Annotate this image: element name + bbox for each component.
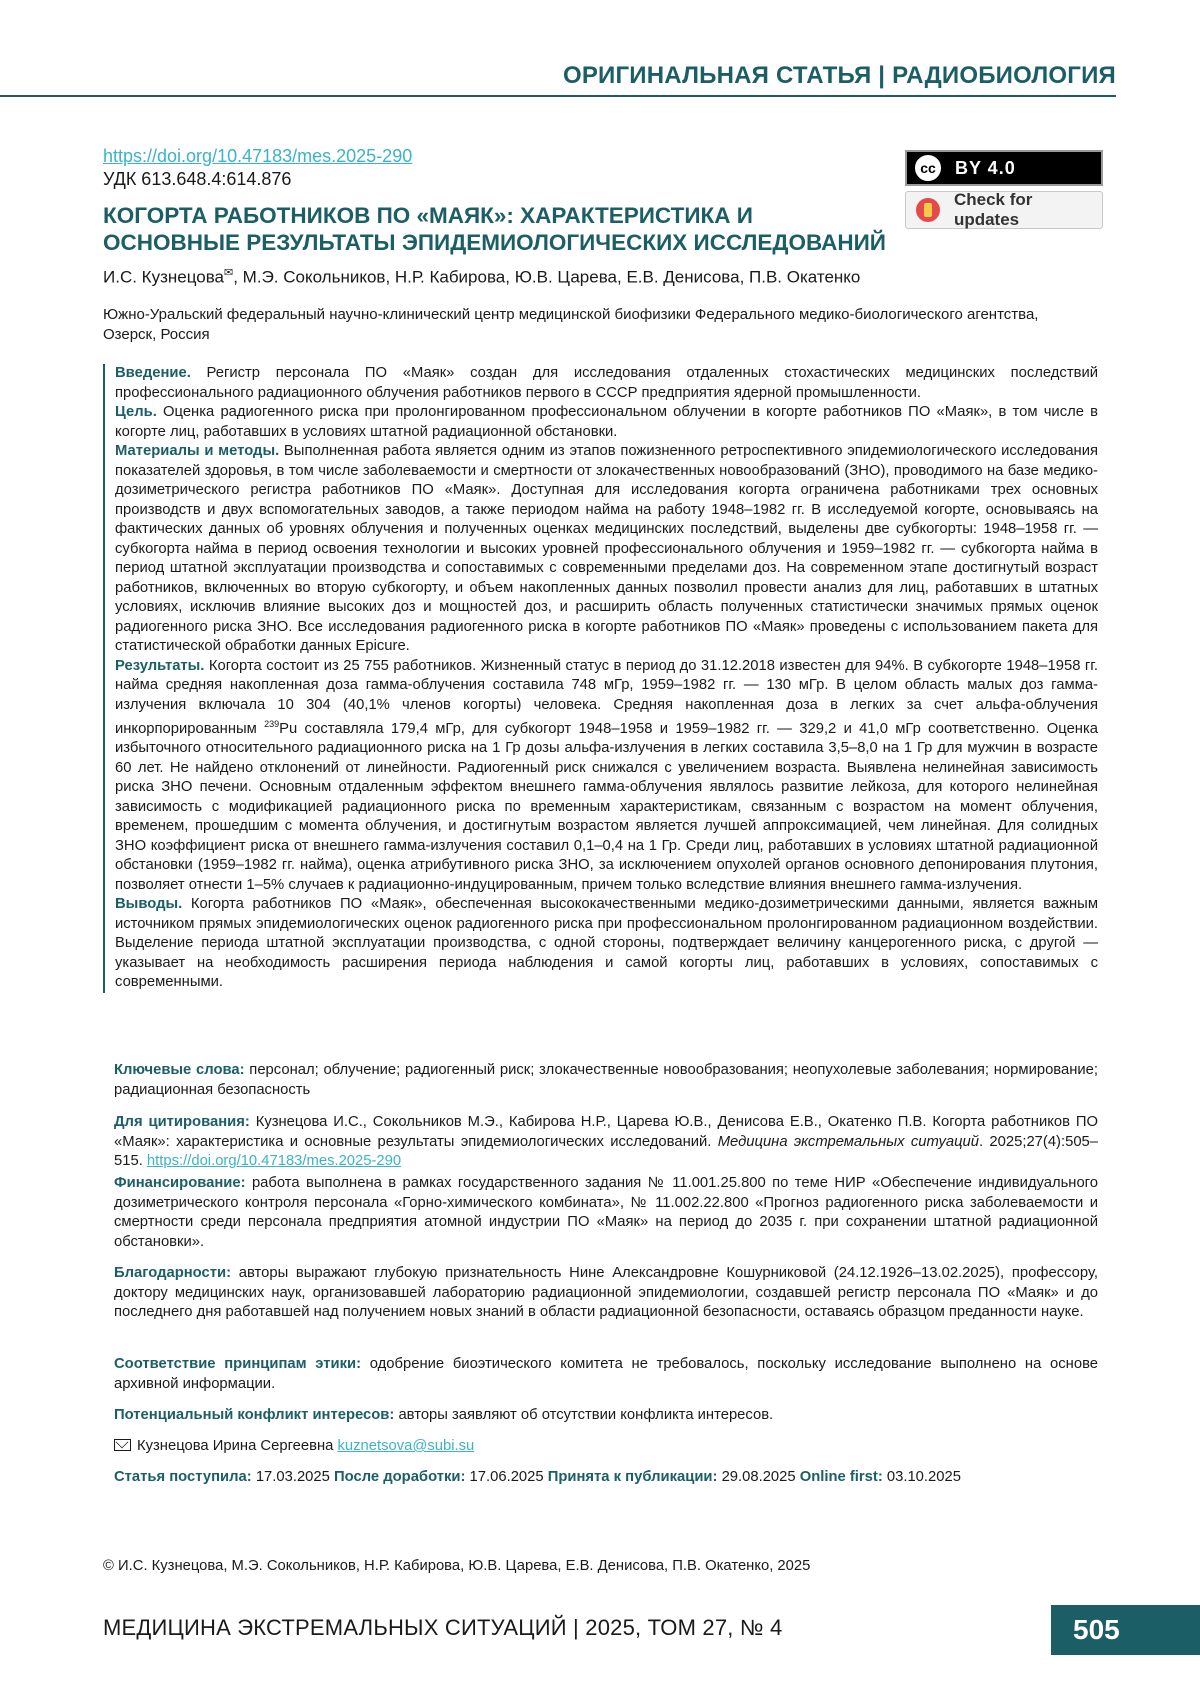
abstract-introduction: Введение. Регистр персонала ПО «Маяк» создан для исследования отдаленных стохастических медицинских последствий профессионального радиационного облучения работников первого в СССР предприятия ядерной промышленности. [115, 365, 1098, 401]
check-for-updates-button[interactable] [905, 191, 1103, 229]
abstract [103, 364, 1098, 993]
journal-footer: МЕДИЦИНА ЭКСТРЕМАЛЬНЫХ СИТУАЦИЙ | 2025, ТОМ 27, № 4 [103, 1615, 783, 1640]
article-title: КОГОРТА РАБОТНИКОВ ПО «МАЯК»: ХАРАКТЕРИСТИКА И ОСНОВНЫЕ РЕЗУЛЬТАТЫ ЭПИДЕМИОЛОГИЧЕСКИХ ИССЛЕДОВАНИЙ [103, 203, 886, 255]
page-number: 505 [1051, 1605, 1200, 1655]
ethics-statement: Соответствие принципам этики: одобрение биоэтического комитета не требовалось, поскольку исследование выполнено на основе архивной информации. [114, 1356, 1098, 1392]
udk-code: УДК 613.648.4:614.876 [103, 169, 292, 189]
author-rest: , М.Э. Сокольников, Н.Р. Кабирова, Ю.В. Царева, Е.В. Денисова, П.В. Окатенко [233, 267, 861, 287]
author-first: И.С. Кузнецова [103, 267, 225, 287]
abstract-results: Результаты. Когорта состоит из 25 755 работников. Жизненный статус в период до 31.12.2018 известен для 94%. В субкогорте 1948–1958 гг. найма средняя накопленная доза гамма-облучения составила 748 мГр, 1959–1982 гг. — 130 мГр. В целом область малых доз гамма-излучения включала 10 304 (40,1% членов когорты) человека. Средняя накопленная доза в легких за счет альфа-облучения инкорпорированным $^{239}$Pu составляла 179,4 мГр, для субкогорт 1948–1958 и 1959–1982 гг. — 329,2 и 41,0 мГр соответственно. Оценка избыточного относительного радиационного риска на 1 Гр дозы альфа-излучения в легких составила 3,5–8,0 на 1 Гр для мужчин в возрасте 60 лет. Не найдено отклонений от линейности. Радиогенный риск снижался с увеличением возраста. Выявлена нелинейная зависимость риска ЗНО печени. Основным отдаленным эффектом внешнего гамма-облучения являлось развитие лейкоза, для которого нелинейная зависимость с модификацией радиационного риска по временным характеристикам, связанным с возрастом на момент облучения, временем, прошедшим с момента облучения, и достигнутым возрастом является лучшей аппроксимацией, чем линейная. Для солидных ЗНО коэффициент риска от внешнего гамма-излучения составил 0,1–0,4 на 1 Гр. Среди лиц, работавших в условиях штатной радиационной обстановки (1959–1982 гг. найма), оценка атрибутивного риска ЗНО, за исключением опухолей органов основного депонирования плутония, позволяет отнести 1–5% случаев к радиационно-индуцированным, причем только вследствие влияния внешнего гамма-излучения. [115, 657, 1099, 893]
doi-link[interactable]: https://doi.org/10.47183/mes.2025-290 [103, 146, 413, 166]
abstract-goal: Цель. Оценка радиогенного риска при пролонгированном профессиональном облучении в когорте работников ПО «Маяк», в том числе в когорте лиц, работавших в условиях штатной радиационной обстановки. [115, 404, 1098, 440]
conflict-of-interest: Потенциальный конфликт интересов: авторы заявляют об отсутствии конфликта интересов. [114, 1407, 774, 1423]
copyright: © И.С. Кузнецова, М.Э. Сокольников, Н.Р. Кабирова, Ю.В. Царева, Е.В. Денисова, П.В. Окатенко, 2025 [103, 1558, 811, 1574]
email-link[interactable]: kuznetsova@subi.su [337, 1438, 475, 1454]
mail-icon: ✉ [224, 267, 234, 279]
cc-license-label: BY 4.0 [955, 157, 1016, 178]
section-header: ОРИГИНАЛЬНАЯ СТАТЬЯ | РАДИОБИОЛОГИЯ [562, 62, 1116, 89]
corresponding-author: Кузнецова Ирина Сергеевна kuznetsova@subi.su [114, 1437, 1098, 1457]
cc-icon: cc [913, 153, 943, 183]
article-dates: Статья поступила: 17.03.2025 После доработки: 17.06.2025 Принята к публикации: 29.08.2025 Online first: 03.10.2025 [114, 1469, 961, 1485]
envelope-icon [114, 1439, 131, 1451]
abstract-methods: Материалы и методы. Выполненная работа является одним из этапов пожизненного ретроспективного эпидемиологического исследования показателей здоровья, в том числе заболеваемости и смертности от злокачественных новообразований (ЗНО), проводимого на базе медико-дозиметрического регистра работников ПО «Маяк». Доступная для исследования когорта ограничена работниками трех основных производств и двух вспомогательных заводов, а также периодом найма на работу 1948–1982 гг. В исследуемой когорте, основываясь на фактических данных об уровнях облучения и полученных оценках медицинских последствий, выделены две субкогорты: 1948–1958 гг. — субкогорта найма в период освоения технологии и высоких уровней профессионального облучения и 1959–1982 гг. — субкогорта найма в период штатной эксплуатации производства и сопоставимых с современными пределами доз. На современном этапе достигнутый возраст работников, включенных во вторую субкогорту, и объем накопленных данных позволил провести анализ для лиц, работавших в штатных условиях, исключив влияние высоких доз и мощностей доз, и расширить область полученных статистически значимых прямых оценок радиогенного риска ЗНО. Все исследования радиогенного риска в когорте работников ПО «Маяк» проведены с использованием пакета для статистической обработки данных Epicure. [115, 443, 1099, 654]
citation-doi-link[interactable]: https://doi.org/10.47183/mes.2025-290 [146, 1153, 402, 1169]
affiliation: Южно-Уральский федеральный научно-клинический центр медицинской биофизики Федерального медико-биологического агентства, Озерск, Россия [103, 306, 1039, 343]
cc-license-badge[interactable] [905, 150, 1103, 186]
abstract-conclusions: Выводы. Когорта работников ПО «Маяк», обеспеченная высококачественными медико-дозиметрическими данными, является важным источником прямых эпидемиологических оценок радиогенного риска при профессиональном пролонгированном радиационном воздействии. Выделение периода штатной эксплуатации производства, с одной стороны, подтверждает величину канцерогенного риска, с другой — указывает на необходимость расширения периода наблюдения и самой когорты лиц, работавших в условиях, сопоставимых с современными. [115, 896, 1098, 991]
keywords: Ключевые слова: персонал; облучение; радиогенный риск; злокачественные новообразования; неопухолевые заболевания; нормирование; радиационная безопасность [114, 1062, 1098, 1098]
header-divider [0, 95, 1116, 97]
acknowledgments: Благодарности: авторы выражают глубокую признательность Нине Александровне Кошурниковой (24.12.1926–13.02.2025), профессору, доктору медицинских наук, организовавшей лабораторию радиационной эпидемиологии, создавшей регистр персонала ПО «Маяк» и до последнего дня работавшей над получением новых знаний в области радиационной безопасности, оставаясь образцом преданности науке. [114, 1265, 1098, 1320]
crossmark-icon [916, 198, 940, 222]
funding: Финансирование: работа выполнена в рамках государственного задания № 11.001.25.800 по теме НИР «Обеспечение индивидуального дозиметрического контроля персонала «Горно-химического комбината», № 11.002.22.800 «Прогноз радиогенного риска заболеваемости и смертности среди персонала предприятия атомной индустрии ПО «Маяк» на период до 2035 г. при сохранении штатной радиационной обстановки». [114, 1175, 1098, 1250]
check-for-updates-label: Check for updates [953, 190, 1033, 229]
author-list [103, 266, 860, 288]
citation: Для цитирования: Кузнецова И.С., Сокольников М.Э., Кабирова Н.Р., Царева Ю.В., Денисова Е.В., Окатенко П.В. Когорта работников ПО «Маяк»: характеристика и основные результаты эпидемиологических исследований. Медицина экстремальных ситуаций. 2025;27(4):505–515. https://doi.org/10.47183/mes.2025-290 [114, 1114, 1099, 1169]
